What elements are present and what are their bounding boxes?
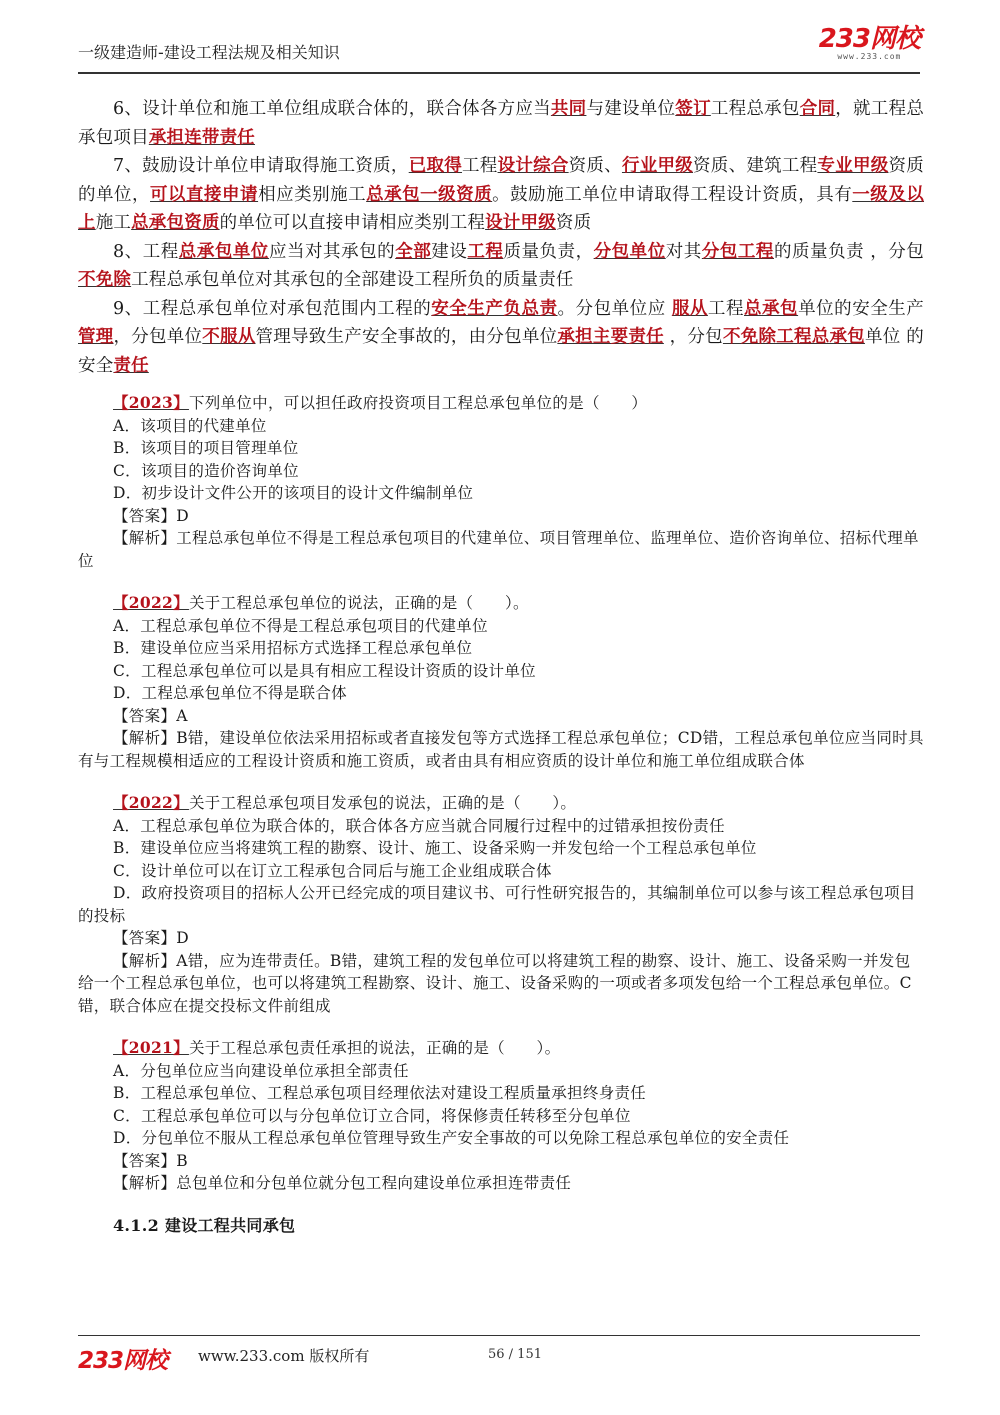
page-number: 56 / 151 xyxy=(488,1347,542,1362)
paragraph-text: 工程 xyxy=(707,298,744,319)
question-option: C．设计单位可以在订立工程承包合同后与施工企业组成联合体 xyxy=(113,861,552,880)
question-option: B．建设单位应当采用招标方式选择工程总承包单位 xyxy=(113,639,473,657)
question-stem xyxy=(78,792,924,815)
highlight-term: 专业甲级 xyxy=(817,156,889,176)
highlight-term: 承担连带责任 xyxy=(148,127,256,148)
paragraph-text: 资质 xyxy=(555,213,592,233)
question-text: 关于工程总承包单位的说法，正确的是（ ）。 xyxy=(188,594,529,612)
key-point-paragraph xyxy=(78,95,924,152)
question-answer: 【答案】A xyxy=(113,706,188,725)
question-stem xyxy=(78,1037,924,1060)
page-footer xyxy=(78,1340,920,1374)
highlight-term: 总承包一级资质 xyxy=(366,184,493,205)
question-year: 【2022】 xyxy=(113,593,189,612)
paragraph-text: 施工 xyxy=(95,213,132,233)
paragraph-text: 9、工程总承包单位对承包范围内工程的 xyxy=(113,298,432,319)
paragraph-text: 工程总承包单位对其承包的全部建设工程所负的质量责任 xyxy=(131,270,574,290)
question-option: A．分包单位应当向建设单位承担全部责任 xyxy=(113,1061,409,1080)
question-answer: 【答案】B xyxy=(113,1151,188,1170)
question-stem xyxy=(78,392,924,415)
question-analysis: 【解析】A错，应为连带责任。B错，建筑工程的发包单位可以将建筑工程的勘察、设计、施工、设备采购一并发包给一个工程总承包单位，也可以将建筑工程勘察、设计、施工、设备采购的一项或者多项发包给一个工程总承包单位。C错，联合体应在提交投标文件前组成 xyxy=(78,951,912,1015)
header-logo-url: www.233.com xyxy=(837,52,902,61)
paragraph-text: 资质、 xyxy=(568,156,622,176)
paragraph-text: 相应类别施工 xyxy=(258,184,367,205)
highlight-term: 全部 xyxy=(395,241,432,262)
question-option: D．政府投资项目的招标人公开已经完成的项目建议书、可行性研究报告的，其编制单位可以参与该工程总承包项目的投标 xyxy=(78,884,916,925)
question-option: D．初步设计文件公开的该项目的设计文件编制单位 xyxy=(113,484,474,502)
highlight-term: 行业甲级 xyxy=(621,156,694,176)
paragraph-text: ，分包单位 xyxy=(113,327,203,347)
highlight-term: 分包单位 xyxy=(593,241,666,262)
footer-divider xyxy=(78,1335,920,1336)
question-answer: 【答案】D xyxy=(113,506,189,525)
highlight-term: 总承包资质 xyxy=(131,213,220,233)
key-point-paragraph xyxy=(78,238,924,295)
question-option: B．工程总承包单位、工程总承包项目经理依法对建设工程质量承担终身责任 xyxy=(113,1084,647,1102)
question-analysis: 【解析】B错，建设单位依法采用招标或者直接发包等方式选择工程总承包单位；CD错，工程总承包单位应当同时具有与工程规模相适应的工程设计资质和施工资质，或者由具有相应资质的设计单位和施工单位组成联合体 xyxy=(78,729,924,770)
question-block xyxy=(78,1037,924,1195)
paragraph-text: 资质的单位， xyxy=(78,156,924,205)
paragraph-text: 资质、建筑工程 xyxy=(693,156,818,176)
question-year: 【2023】 xyxy=(113,393,189,412)
question-analysis: 【解析】工程总承包单位不得是工程总承包项目的代建单位、项目管理单位、监理单位、造价咨询单位、招标代理单位 xyxy=(78,529,919,570)
highlight-term: 分包工程 xyxy=(701,241,774,262)
paragraph-text: ，就工程总承包项目 xyxy=(78,99,925,148)
question-option: A．该项目的代建单位 xyxy=(113,416,267,435)
highlight-term: 一级及以上 xyxy=(78,184,925,233)
highlight-term: 工程 xyxy=(467,241,504,262)
question-option: C．该项目的造价咨询单位 xyxy=(113,461,299,480)
question-answer: 【答案】D xyxy=(113,929,189,947)
paragraph-text: 质量负责， xyxy=(503,241,594,262)
header-logo-text: 233网校 xyxy=(818,24,920,54)
question-year: 【2022】 xyxy=(113,793,189,812)
footer-logo: 233网校 xyxy=(78,1348,168,1374)
question-option: B．该项目的项目管理单位 xyxy=(113,439,299,457)
paragraph-text: 8、工程 xyxy=(113,241,179,262)
paragraph-text: 应当对其承包的 xyxy=(268,241,396,262)
question-text: 下列单位中，可以担任政府投资项目工程总承包单位的是（ ） xyxy=(188,394,648,412)
highlight-term: 设计甲级 xyxy=(485,213,556,233)
question-list xyxy=(78,392,924,1195)
highlight-term: 签订 xyxy=(675,99,711,119)
paragraph-text: 。鼓励施工单位申请取得工程设计资质，具有 xyxy=(492,184,853,205)
paragraph-text: 。分包单位应 xyxy=(557,298,672,319)
question-option: D．分包单位不服从工程总承包单位管理导致生产安全事故的可以免除工程总承包单位的安全责任 xyxy=(113,1129,790,1147)
question-option: D．工程总承包单位不得是联合体 xyxy=(113,684,347,702)
paragraph-text: 工程总承包 xyxy=(710,99,800,119)
paragraph-text: 对其 xyxy=(665,241,702,262)
key-point-paragraph xyxy=(78,295,924,381)
highlight-term: 不免除工程总承包 xyxy=(722,327,865,347)
highlight-term: 已取得 xyxy=(408,156,463,176)
question-block xyxy=(78,592,924,772)
highlight-term: 总承包单位 xyxy=(178,241,269,262)
question-option: C．工程总承包单位可以是具有相应工程设计资质的设计单位 xyxy=(113,661,536,680)
paragraph-text: 的单位可以直接申请相应类别工程 xyxy=(219,213,486,233)
question-text: 关于工程总承包项目发承包的说法，正确的是（ ）。 xyxy=(188,794,577,812)
paragraph-text: 6、设计单位和施工单位组成联合体的，联合体各方应当 xyxy=(113,99,551,119)
question-block xyxy=(78,392,924,572)
question-year: 【2021】 xyxy=(113,1038,189,1057)
highlight-term: 管理 xyxy=(78,327,114,347)
page-content xyxy=(78,95,924,1236)
paragraph-text: 7、鼓励设计单位申请取得施工资质， xyxy=(113,156,409,176)
highlight-term: 安全生产负总责 xyxy=(431,298,558,319)
highlight-term: 服从 xyxy=(671,298,708,319)
question-option: A．工程总承包单位为联合体的，联合体各方应当就合同履行过程中的过错承担按份责任 xyxy=(113,816,725,835)
question-option: B．建设单位应当将建筑工程的勘察、设计、施工、设备采购一并发包给一个工程总承包单位 xyxy=(113,839,757,857)
paragraph-text: 管理导致生产安全事故的，由分包单位 xyxy=(255,327,558,347)
key-point-paragraph xyxy=(78,152,924,238)
question-block xyxy=(78,792,924,1017)
paragraph-text: 单位 的安全 xyxy=(78,327,924,376)
paragraph-text: 建设 xyxy=(431,241,468,262)
header-logo xyxy=(819,26,920,61)
question-option: C．工程总承包单位可以与分包单位订立合同，将保修责任转移至分包单位 xyxy=(113,1106,631,1125)
paragraph-text: 的质量负责 ，分包 xyxy=(773,241,925,262)
highlight-term: 不服从 xyxy=(202,327,256,347)
paragraph-text: ，分包 xyxy=(663,327,723,347)
paragraph-text: 与建设单位 xyxy=(586,99,676,119)
highlight-term: 总承包 xyxy=(743,298,799,319)
paragraph-text: 工程 xyxy=(462,156,498,176)
question-text: 关于工程总承包责任承担的说法，正确的是（ ）。 xyxy=(188,1039,561,1057)
question-option: A．工程总承包单位不得是工程总承包项目的代建单位 xyxy=(113,616,488,635)
question-analysis: 【解析】总包单位和分包单位就分包工程向建设单位承担连带责任 xyxy=(113,1174,572,1192)
key-points xyxy=(78,95,924,380)
highlight-term: 承担主要责任 xyxy=(557,327,664,347)
footer-copyright: www.233.com 版权所有 xyxy=(198,1347,370,1365)
highlight-term: 责任 xyxy=(113,355,149,376)
highlight-term: 合同 xyxy=(799,99,836,119)
header-divider xyxy=(78,72,920,74)
header-title: 一级建造师-建设工程法规及相关知识 xyxy=(78,43,340,62)
page-header xyxy=(78,0,920,74)
highlight-term: 共同 xyxy=(550,99,587,119)
highlight-term: 设计综合 xyxy=(497,156,569,176)
section-title: 4.1.2 建设工程共同承包 xyxy=(113,1215,296,1235)
highlight-term: 不免除 xyxy=(78,270,132,290)
paragraph-text: 单位的安全生产 xyxy=(798,298,925,319)
question-stem xyxy=(78,592,924,615)
highlight-term: 可以直接申请 xyxy=(150,184,259,205)
